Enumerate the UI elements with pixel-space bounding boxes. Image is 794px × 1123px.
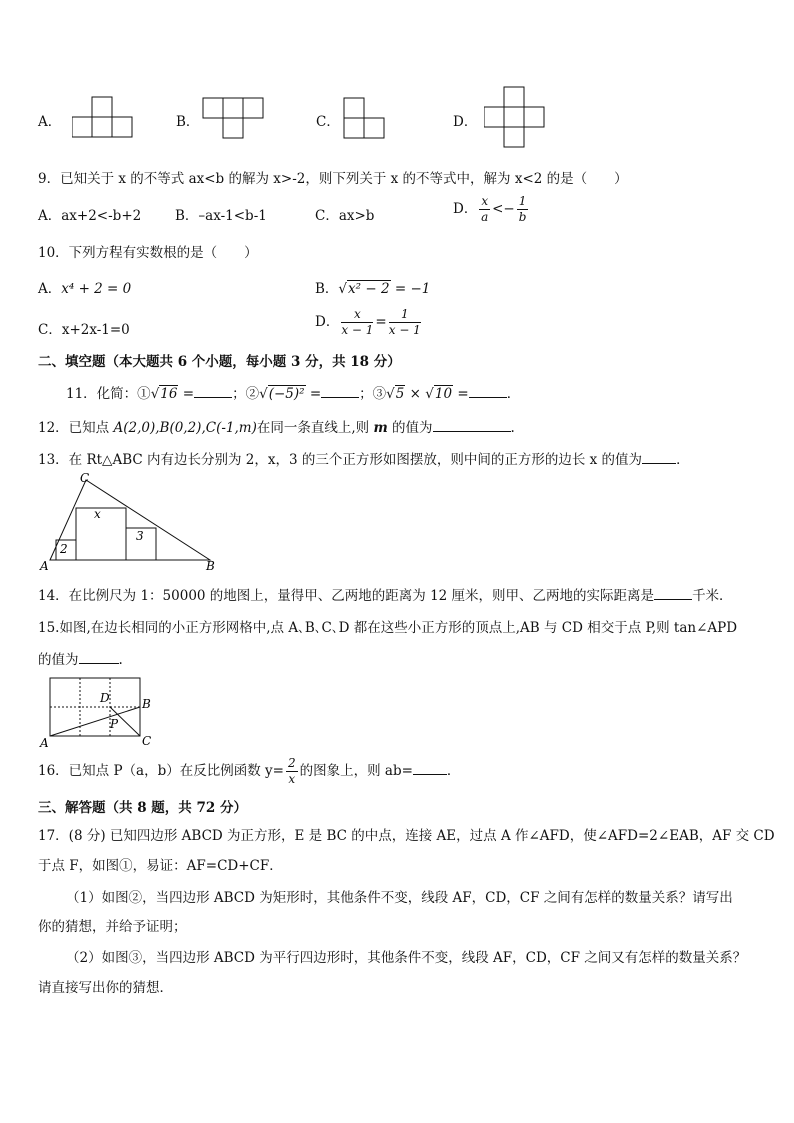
option-b-label: B． <box>176 114 200 130</box>
question-12: 12．已知点 A(2,0),B(0,2),C(-1,m)在同一条直线上,则 m 的值为 . <box>38 420 515 436</box>
question-17-part-1-line-2: 你的猜想，并给予证明； <box>38 919 187 935</box>
question-17-part-2-line-1: （2）如图③，当四边形 ABCD 为平行四边形时，其他条件不变，线段 AF，CD，CF 之间又有怎样的数量关系？ <box>66 950 747 966</box>
question-17-line-2: 于点 F，如图①，易证：AF=CD+CF． <box>38 858 283 874</box>
question-17-part-2-line-2: 请直接写出你的猜想． <box>38 980 173 996</box>
option-a-net-figure <box>72 96 134 138</box>
option-c-net-figure <box>343 97 385 139</box>
question-13-stem: 13．在 Rt△ABC 内有边长分别为 2，x，3 的三个正方形如图摆放，则中间的正方形的边长 x 的值为 ． <box>38 452 690 468</box>
option-a-label: A． <box>38 114 62 130</box>
question-11: 11．化简：①√16 = ；②√(−5)² = ；③√5 × √10 = ． <box>66 386 521 402</box>
question-14: 14．在比例尺为 1：50000 的地图上，量得甲、乙两地的距离为 12 厘米，则甲、乙两地的实际距离是 千米． <box>38 588 733 604</box>
q15-grid-figure <box>38 670 162 750</box>
q10-option-b: B．√x² − 2 = −1 <box>315 281 431 297</box>
q9-option-d: D． $\frac{x}{a}$ <− $\frac{1}{b}$ <box>453 194 527 224</box>
q9-option-c: C．ax>b <box>315 208 375 224</box>
question-10-stem: 10．下列方程有实数根的是（ ） <box>38 245 258 261</box>
question-15-line-2: 的值为 . <box>38 652 123 668</box>
q9-option-b: B．–ax-1<b-1 <box>175 208 267 224</box>
q15-label-a: A <box>40 736 49 750</box>
question-15-line-1: 15.如图,在边长相同的小正方形网格中,点 A､B､C､D 都在这些小正方形的顶点上,AB 与 CD 相交于点 P,则 tan∠APD <box>38 620 738 636</box>
question-16: 16．已知点 P（a，b）在反比例函数 y= $\frac{2}{x}$ 的图象上，则 ab= ． <box>38 756 461 786</box>
q13-label-2: 2 <box>60 542 68 556</box>
section-2-heading: 二、填空题（本大题共 6 个小题，每小题 3 分，共 18 分） <box>38 354 401 370</box>
q13-label-b: B <box>206 559 215 572</box>
q10-option-d: D． $\frac{x}{x - 1}$ = $\frac{1}{x - 1}$ <box>315 307 421 337</box>
section-3-heading: 三、解答题（共 8 题，共 72 分） <box>38 800 247 816</box>
option-b-net-figure <box>202 97 264 139</box>
option-d-net-figure <box>484 86 546 148</box>
q13-label-c: C <box>80 471 90 485</box>
q10-option-c: C．x+2x-1=0 <box>38 322 130 338</box>
q15-label-p: P <box>110 717 119 731</box>
q15-label-c: C <box>142 734 152 748</box>
q15-label-d: D <box>100 691 110 705</box>
option-c-label: C． <box>316 114 340 130</box>
question-17-line-1: 17．(8 分) 已知四边形 ABCD 为正方形，E 是 BC 的中点，连接 AE，过点 A 作∠AFD，使∠AFD=2∠EAB，AF 交 CD <box>38 828 775 844</box>
q15-label-b: B <box>142 697 151 711</box>
q13-label-x: x <box>94 507 101 521</box>
q13-triangle-figure <box>38 470 218 572</box>
q13-label-3: 3 <box>136 529 144 543</box>
question-9-stem: 9．已知关于 x 的不等式 ax<b 的解为 x>-2，则下列关于 x 的不等式中，解为 x<2 的是（ ） <box>38 171 628 187</box>
q13-label-a: A <box>40 559 49 572</box>
q10-option-a: A．x⁴ + 2 = 0 <box>38 281 132 297</box>
question-17-part-1-line-1: （1）如图②，当四边形 ABCD 为矩形时，其他条件不变，线段 AF，CD，CF 之间有怎样的数量关系？请写出 <box>66 890 733 906</box>
option-d-label: D． <box>453 114 478 130</box>
q9-option-a: A．ax+2<-b+2 <box>38 208 142 224</box>
